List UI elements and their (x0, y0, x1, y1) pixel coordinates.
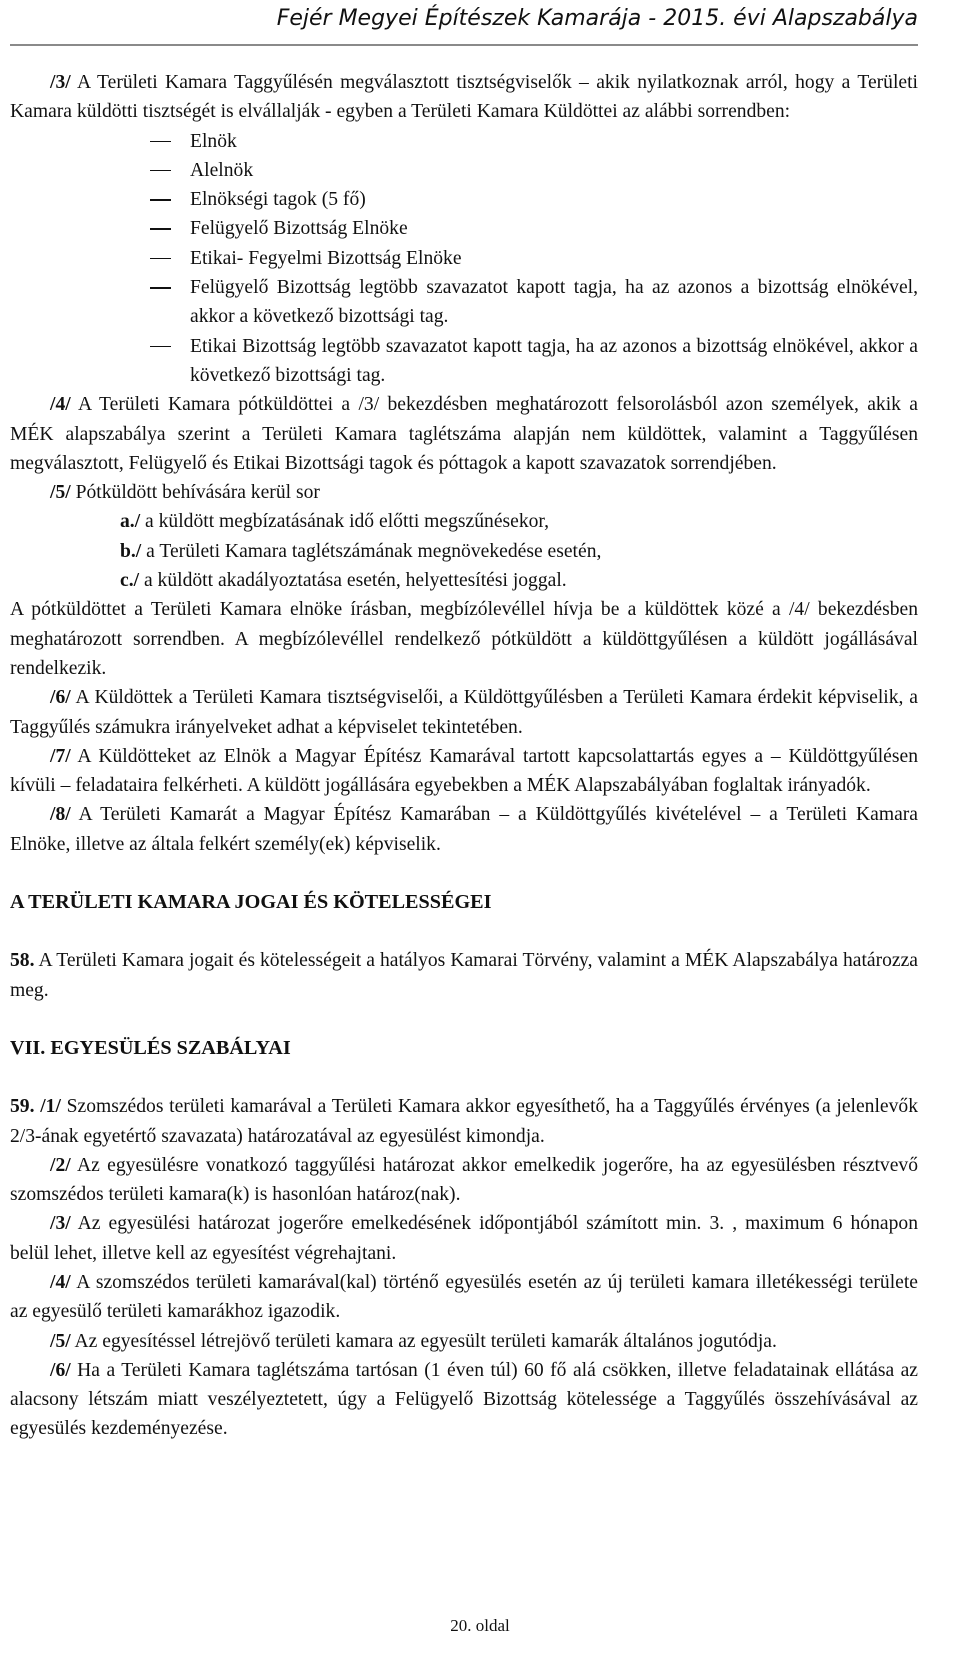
section-number: 58. (10, 950, 35, 972)
list-item: Elnök (150, 127, 918, 156)
page-number: 20. oldal (450, 1615, 510, 1635)
paragraph-5 (10, 478, 918, 507)
paragraph-number: /3/ (50, 72, 71, 93)
paragraph-number: /6/ (50, 687, 71, 709)
paragraph-text: A Területi Kamara pótküldöttei a /3/ bekezdésben meghatározott felsorolásból azon személyek, akik a MÉK alapszabálya szerint a Területi Kamara taglétszáma alapján nem küldöttek, valamint a Taggyűlésen megválasztott, Felügyelő és Etikai Bizottsági tagok és póttagok a kapott szavazatok sorrendjében. (10, 394, 918, 474)
section-59-paragraph-3 (10, 1209, 918, 1268)
sub-item-a (10, 507, 918, 536)
paragraph-text: A Területi Kamarát a Magyar Építész Kamarában – a Küldöttgyűlés kivételével – a Területi Kamara Elnöke, illetve az általa felkért személy(ek) képviselik. (10, 804, 918, 855)
paragraph-text: Pótküldött behívására kerül sor (70, 482, 320, 504)
paragraph-3 (10, 68, 918, 127)
sub-item-label: a./ (120, 511, 141, 533)
list-item: Elnökségi tagok (5 fő) (150, 185, 918, 214)
sub-item-b (10, 537, 918, 566)
section-59-paragraph-5 (10, 1327, 918, 1356)
paragraph-text: A szomszédos területi kamarával(kal) történő egyesülés esetén az új területi kamara illetékességi területe az egyesülő területi kamarákhoz igazodik. (10, 1271, 918, 1323)
chapter-heading: VII. EGYESÜLÉS SZABÁLYAI (10, 1036, 291, 1059)
list-item: Etikai- Fegyelmi Bizottság Elnöke (150, 244, 918, 273)
paragraph-number: /5/ (50, 482, 71, 504)
paragraph-number: /4/ (50, 1271, 71, 1293)
page-header: Fejér Megyei Építészek Kamarája - 2015. évi Alapszabálya (10, 0, 918, 46)
list-item: Felügyelő Bizottság legtöbb szavazatot kapott tagja, ha az azonos a bizottság elnökével, akkor a következő bizottsági tag. (150, 273, 918, 332)
paragraph-number: /7/ (50, 745, 71, 767)
sub-item-text: a küldött akadályoztatása esetén, helyettesítési joggal. (139, 570, 567, 592)
list-item: Alelnök (150, 156, 918, 185)
paragraph-number: /2/ (50, 1154, 71, 1176)
sub-item-label: c./ (120, 570, 140, 592)
paragraph-4 (10, 390, 918, 478)
section-59-paragraph-6 (10, 1356, 918, 1444)
sub-item-text: a küldött megbízatásának idő előtti megszűnésekor, (140, 511, 550, 533)
paragraph-number: /4/ (50, 394, 71, 416)
list-item: Etikai Bizottság legtöbb szavazatot kapott tagja, ha az azonos a bizottság elnökével, akkor a következő bizottsági tag. (150, 332, 918, 391)
section-number: 59. (10, 1096, 35, 1118)
section-heading: A TERÜLETI KAMARA JOGAI ÉS KÖTELESSÉGEI (10, 891, 492, 914)
paragraph-number: /6/ (50, 1359, 71, 1381)
sub-item-c (10, 566, 918, 595)
paragraph-number: /8/ (50, 804, 71, 826)
section-59-paragraph-4 (10, 1268, 918, 1327)
paragraph-number: /5/ (50, 1330, 71, 1352)
paragraph-text: A Területi Kamara Taggyűlésén megválasztott tisztségviselők – akik nyilatkoznak arról, hogy a Területi Kamara küldötti tisztségét is elvállalják - egyben a Területi Kamara Küldöttei az alábbi sorrendben: (10, 72, 918, 123)
paragraph-text: Szomszédos területi kamarával a Területi Kamara akkor egyesíthető, ha a Taggyűlés érvényes (a jelenlevők 2/3-ának egyetértő szavazata) határozatával az egyesülést kimondja. (10, 1096, 918, 1147)
list-item: Felügyelő Bizottság Elnöke (150, 214, 918, 243)
officer-list (10, 127, 918, 391)
paragraph-7 (10, 742, 918, 801)
paragraph-text: A Küldötteket az Elnök a Magyar Építész Kamarával tartott kapcsolattartás egyes a – Küldöttgyűlésen kívüli – feladataira felkérheti. A küldött jogállására egyebekben a MÉK Alapszabályában foglaltak irányadók. (10, 745, 918, 797)
section-text: A Területi Kamara jogait és kötelességeit a hatályos Kamarai Törvény, valamint a MÉK Alapszabálya határozza meg. (10, 950, 918, 1001)
paragraph-number: /1/ (34, 1096, 61, 1118)
paragraph-text: Az egyesítéssel létrejövő területi kamara az egyesült területi kamarák általános jogutódja. (70, 1330, 777, 1352)
paragraph-5-continuation: A pótküldöttet a Területi Kamara elnöke írásban, megbízólevéllel hívja be a küldöttek közé a /4/ bekezdésben meghatározott sorrendben. A megbízólevéllel rendelkező pótküldött a küldöttgyűlésen a küldött jogállásával rendelkezik. (10, 599, 918, 679)
paragraph-8 (10, 800, 918, 859)
sub-item-label: b./ (120, 540, 142, 562)
paragraph-text: Az egyesülési határozat jogerőre emelkedésének időpontjából számított min. 3. , maximum 6 hónapon belül lehet, illetve kell az egyesítést végrehajtani. (10, 1213, 918, 1264)
sub-item-text: a Területi Kamara taglétszámának megnövekedése esetén, (141, 540, 602, 562)
paragraph-text: Az egyesülésre vonatkozó taggyűlési határozat akkor emelkedik jogerőre, ha az egyesülésben résztvevő szomszédos területi kamara(k) is hasonlóan határoz(nak). (10, 1154, 918, 1206)
paragraph-6 (10, 683, 918, 742)
section-59-paragraph-2 (10, 1151, 918, 1210)
paragraph-number: /3/ (50, 1213, 71, 1235)
paragraph-text: Ha a Területi Kamara taglétszáma tartósan (1 éven túl) 60 fő alá csökken, illetve feladatainak ellátása az alacsony létszám miatt veszélyeztetett, úgy a Felügyelő Bizottság kötelessége a Taggyűlés összehívásával az egyesülés kezdeményezése. (10, 1359, 918, 1440)
paragraph-text: A Küldöttek a Területi Kamara tisztségviselői, a Küldöttgyűlésben a Területi Kamara érdekit képviselik, a Taggyűlés számukra irányelveket adhat a képviselet tekintetében. (10, 687, 918, 738)
section-58 (10, 946, 918, 1005)
section-59-paragraph-1 (10, 1092, 918, 1151)
